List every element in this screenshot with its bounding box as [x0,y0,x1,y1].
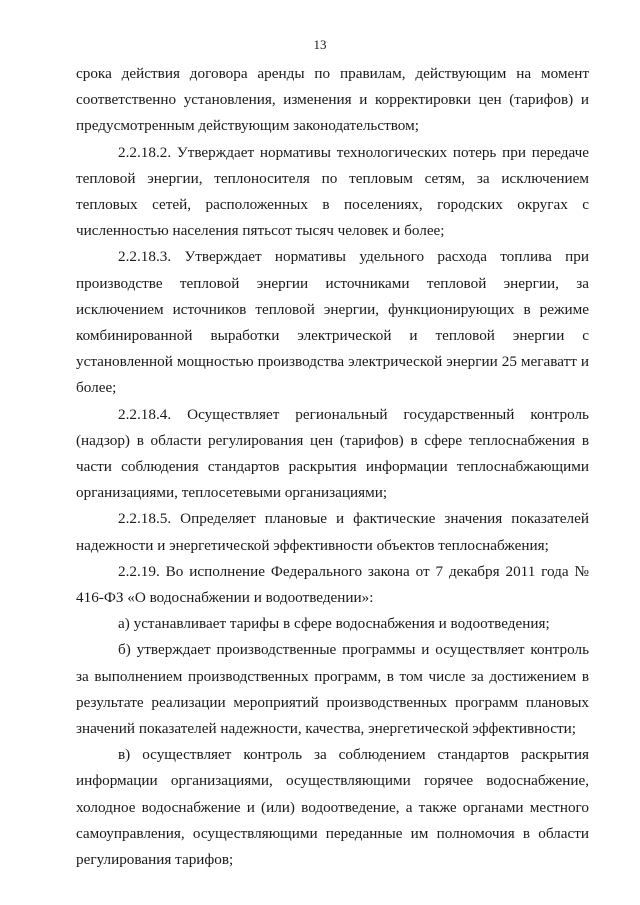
document-body [76,61,589,873]
paragraph-2-2-18-3: 2.2.18.3. Утверждает нормативы удельного расхода топлива при производстве тепловой энергии источниками тепловой энергии, за исключением источников тепловой энергии, функционирующих в режиме комбинированной выработки электрической и тепловой энергии с установленной мощностью производства электрической энергии 25 мегаватт и более; [76,248,589,397]
paragraph-2-2-18-2: 2.2.18.2. Утверждает нормативы технологических потерь при передаче тепловой энергии, теплоносителя по тепловым сетям, за исключением тепловых сетей, расположенных в поселениях, городских округах с численностью населения пятьсот тысяч человек и более; [76,143,589,240]
paragraph-2-2-18-5: 2.2.18.5. Определяет плановые и фактические значения показателей надежности и энергетической эффективности объектов теплоснабжения; [76,510,589,554]
paragraph-item-b: б) утверждает производственные программы и осуществляет контроль за выполнением производственных программ, в том числе за достижением в результате реализации мероприятий производственных программ плановых значений показателей надежности, качества, энергетической эффективности; [76,641,589,738]
paragraph-continuation: срока действия договора аренды по правилам, действующим на момент соответственно установления, изменения и корректировки цен (тарифов) и предусмотренным действующим законодательством; [76,65,589,135]
page-number: 13 [313,37,327,52]
paragraph-2-2-19: 2.2.19. Во исполнение Федерального закона от 7 декабря 2011 года № 416-ФЗ «О водоснабжении и водоотведении»: [76,562,589,607]
paragraph-item-v: в) осуществляет контроль за соблюдением стандартов раскрытия информации организациями, осуществляющими горячее водоснабжение, холодное водоснабжение и (или) водоотведение, а также органами местного самоуправления, осуществляющими переданные им полномочия в области регулирования тарифов; [76,746,589,869]
paragraph-item-a: а) устанавливает тарифы в сфере водоснабжения и водоотведения; [118,615,550,633]
paragraph-2-2-18-4: 2.2.18.4. Осуществляет региональный государственный контроль (надзор) в области регулирования цен (тарифов) в сфере теплоснабжения в части соблюдения стандартов раскрытия информации теплоснабжающими организациями, теплосетевыми организациями; [76,405,589,502]
